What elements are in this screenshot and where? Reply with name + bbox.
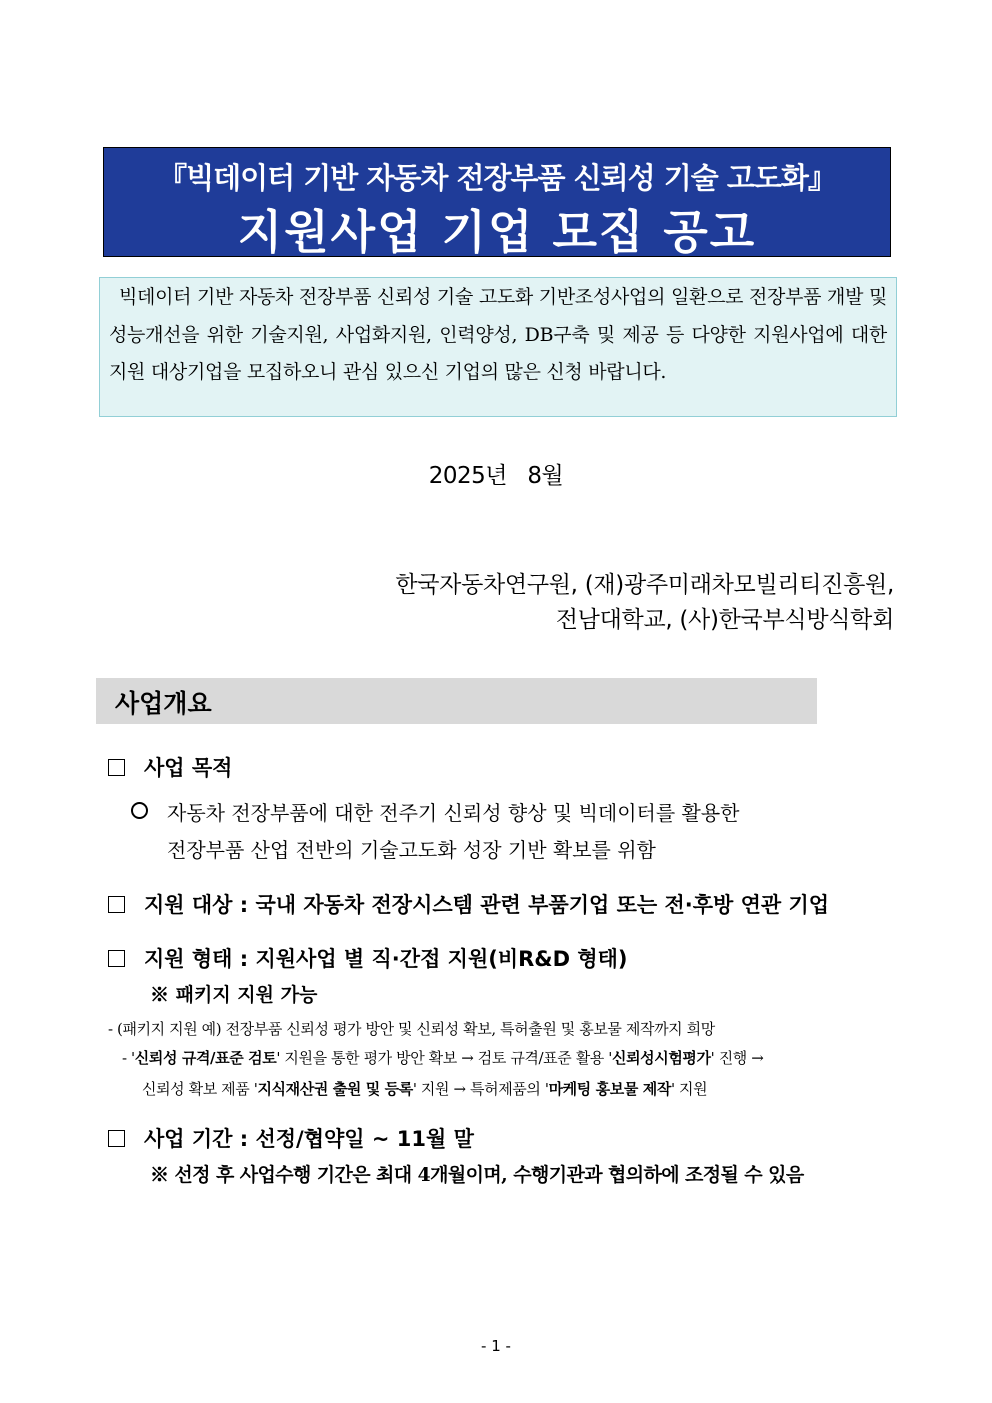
page-number: - 1 - — [481, 1337, 511, 1355]
section-header — [96, 678, 817, 724]
period-heading: 사업 기간 : 선정/협약일 ~ 11월 말 — [108, 1123, 474, 1153]
target-heading: 지원 대상 : 국내 자동차 전장시스템 관련 부품기업 또는 전·후방 연관 기업 — [108, 889, 829, 919]
title-line-2: 지원사업 기업 모집 공고 — [237, 205, 757, 259]
package-note: ※ 패키지 지원 가능 — [150, 984, 318, 1006]
checkbox-square-icon — [108, 950, 125, 967]
intro-box — [99, 277, 897, 417]
title-line-1: 『빅데이터 기반 자동차 전장부품 신뢰성 기술 고도화』 — [158, 161, 836, 195]
purpose-line-1: 자동차 전장부품에 대한 전주기 신뢰성 향상 및 빅데이터를 활용한 — [131, 797, 740, 826]
package-flow-line-1: - '신뢰성 규격/표준 검토' 지원을 통한 평가 방안 확보 → 검토 규격/표준 활용 '신뢰성시험평가' 진행 → — [122, 1049, 764, 1067]
purpose-heading: 사업 목적 — [108, 752, 232, 782]
intro-text: 빅데이터 기반 자동차 전장부품 신뢰성 기술 고도화 기반조성사업의 일환으로 전장부품 개발 및 성능개선을 위한 기술지원, 사업화지원, 인력양성, DB구축 및 제공 등 다양한 지원사업에 대한 지원 대상기업을 모집하오니 관심 있으신 기업의 많은 신청 바랍니다. — [109, 286, 887, 383]
form-heading: 지원 형태 : 지원사업 별 직·간접 지원(비R&D 형태) — [108, 943, 628, 973]
purpose-line-2: 전장부품 산업 전반의 기술고도화 성장 기반 확보를 위함 — [167, 838, 656, 862]
checkbox-square-icon — [108, 759, 125, 776]
organizations-line-2: 전남대학교, (사)한국부식방식학회 — [555, 607, 894, 633]
circle-bullet-icon — [131, 802, 148, 819]
organizations-line-1: 한국자동차연구원, (재)광주미래차모빌리티진흥원, — [395, 572, 894, 598]
package-flow-line-2: 신뢰성 확보 제품 '지식재산권 출원 및 등록' 지원 → 특허제품의 '마케팅 홍보물 제작' 지원 — [142, 1080, 708, 1098]
package-example: - (패키지 지원 예) 전장부품 신뢰성 평가 방안 및 신뢰성 확보, 특허출원 및 홍보물 제작까지 희망 — [108, 1020, 715, 1038]
announcement-date: 2025년 8월 — [428, 463, 564, 489]
checkbox-square-icon — [108, 896, 125, 913]
title-banner — [103, 147, 891, 257]
checkbox-square-icon — [108, 1130, 125, 1147]
section-title: 사업개요 — [115, 689, 212, 718]
period-note: ※ 선정 후 사업수행 기간은 최대 4개월이며, 수행기관과 협의하에 조정될 수 있음 — [150, 1164, 804, 1186]
